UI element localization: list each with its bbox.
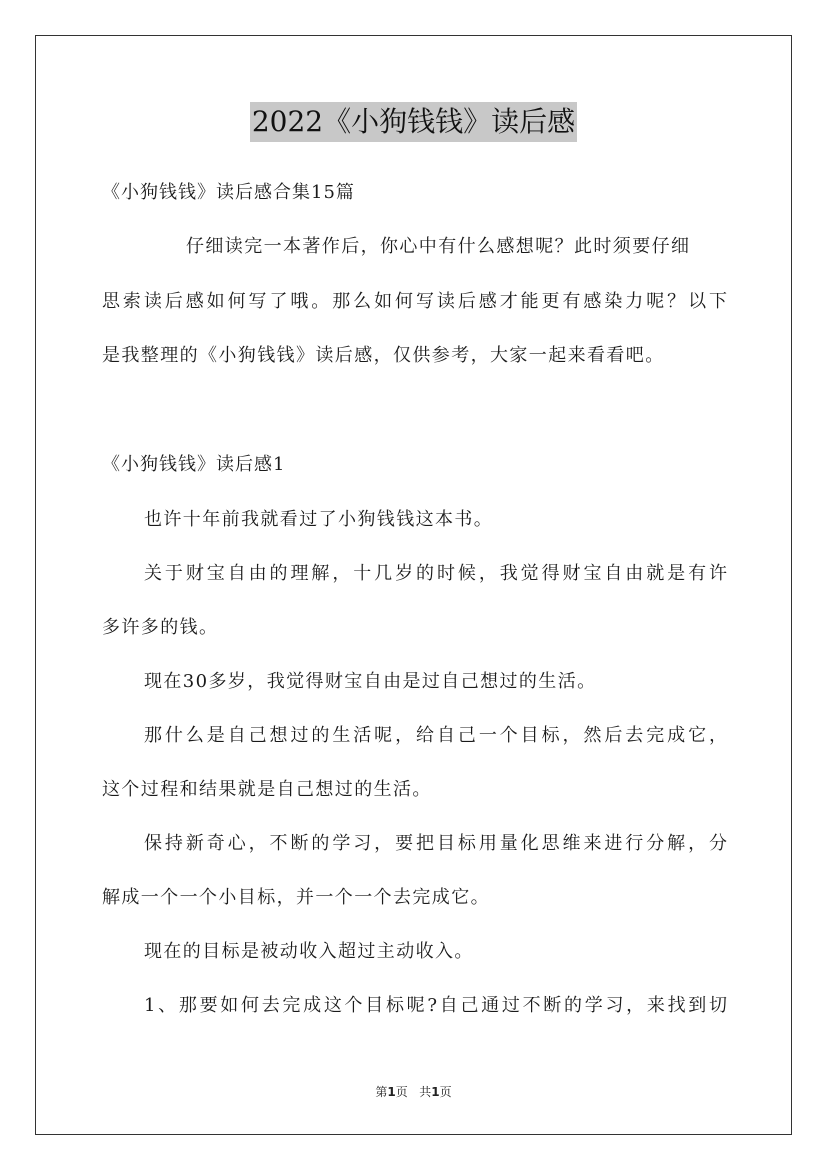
document-title: 2022《小狗钱钱》读后感 xyxy=(250,102,577,142)
footer-total-prefix: 共 xyxy=(419,1085,432,1099)
body-line-8: 解成一个一个小目标，并一个一个去完成它。 xyxy=(102,887,490,908)
body-line-5: 那什么是自己想过的生活呢，给自己一个目标，然后去完成它， xyxy=(144,725,727,746)
body-line-10: 1、那要如何去完成这个目标呢?自己通过不断的学习，来找到切 xyxy=(144,995,727,1016)
footer-total-number: 1 xyxy=(431,1085,440,1099)
intro-line-1: 仔细读完一本著作后，你心中有什么感想呢？此时须要仔细 xyxy=(186,236,691,257)
body-line-2: 关于财宝自由的理解，十几岁的时候，我觉得财宝自由就是有许 xyxy=(144,563,727,584)
body-line-4: 现在30多岁，我觉得财宝自由是过自己想过的生活。 xyxy=(144,671,597,692)
page-footer xyxy=(0,1084,827,1100)
footer-page-number: 1 xyxy=(387,1085,396,1099)
intro-line-3: 是我整理的《小狗钱钱》读后感，仅供参考，大家一起来看看吧。 xyxy=(102,345,665,366)
body-line-1: 也许十年前我就看过了小狗钱钱这本书。 xyxy=(144,509,494,530)
subtitle: 《小狗钱钱》读后感合集15篇 xyxy=(102,182,355,203)
body-line-6: 这个过程和结果就是自己想过的生活。 xyxy=(102,779,432,800)
body-line-3: 多许多的钱。 xyxy=(102,617,219,638)
footer-total-suffix: 页 xyxy=(439,1085,452,1099)
footer-page-suffix: 页 xyxy=(395,1085,408,1099)
intro-line-2: 思索读后感如何写了哦。那么如何写读后感才能更有感染力呢？以下 xyxy=(102,291,727,312)
title-container xyxy=(0,102,827,142)
body-line-7: 保持新奇心，不断的学习，要把目标用量化思维来进行分解，分 xyxy=(144,833,727,854)
body-line-9: 现在的目标是被动收入超过主动收入。 xyxy=(144,941,474,962)
footer-page-prefix: 第 xyxy=(375,1085,388,1099)
section-heading: 《小狗钱钱》读后感1 xyxy=(102,454,286,475)
